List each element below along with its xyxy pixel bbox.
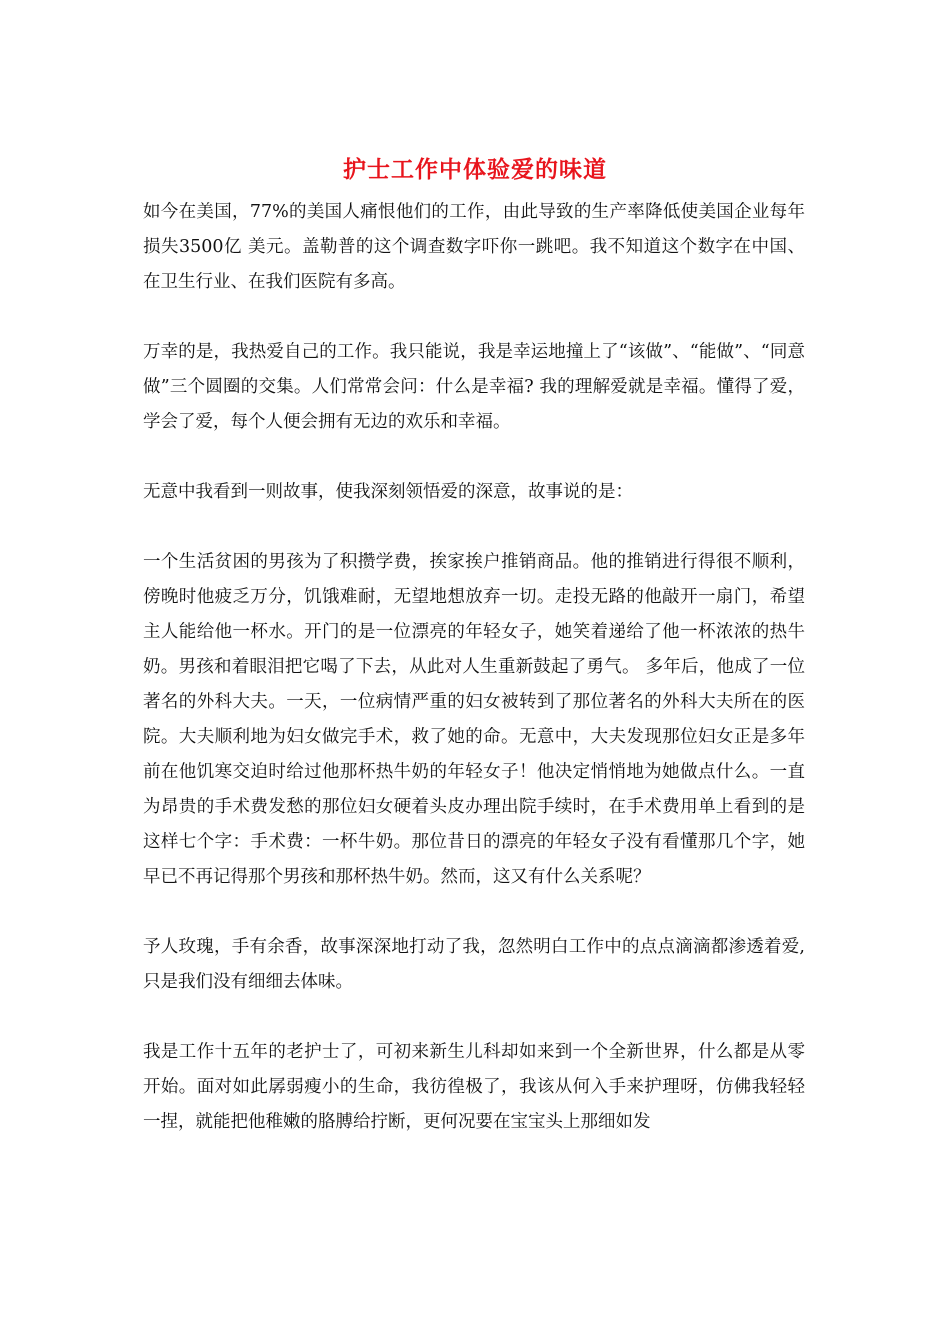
paragraph: 万幸的是，我热爱自己的工作。我只能说，我是幸运地撞上了“该做”、“能做”、“同意做”三个圆圈的交集。人们常常会问：什么是幸福? 我的理解爱就是幸福。懂得了爱，学会了爱，每个人便会拥有无边的欢乐和幸福。 — [143, 342, 805, 432]
paragraph: 我是工作十五年的老护士了，可初来新生儿科却如来到一个全新世界，什么都是从零开始。面对如此孱弱瘦小的生命，我彷徨极了，我该从何入手来护理呀，仿佛我轻轻一捏，就能把他稚嫩的胳膊给拧断，更何况要在宝宝头上那细如发 — [143, 1042, 805, 1132]
paragraph: 予人玫瑰，手有余香，故事深深地打动了我，忽然明白工作中的点点滴滴都渗透着爱,只是我们没有细细去体味。 — [143, 937, 805, 992]
paragraph: 如今在美国，77%的美国人痛恨他们的工作，由此导致的生产率降低使美国企业每年损失3500亿 美元。盖勒普的这个调查数字吓你一跳吧。我不知道这个数字在中国、在卫生行业、在我们医院有多高。 — [143, 202, 805, 292]
document-body — [143, 195, 805, 1175]
paragraph: 无意中我看到一则故事，使我深刻领悟爱的深意，故事说的是： — [143, 482, 633, 502]
paragraph: 一个生活贫困的男孩为了积攒学费，挨家挨户推销商品。他的推销进行得很不顺利，傍晚时他疲乏万分，饥饿难耐，无望地想放弃一切。走投无路的他敲开一扇门，希望主人能给他一杯水。开门的是一位漂亮的年轻女子，她笑着递给了他一杯浓浓的热牛奶。男孩和着眼泪把它喝了下去，从此对人生重新鼓起了勇气。 多年后，他成了一位著名的外科大夫。一天，一位病情严重的妇女被转到了那位著名的外科大夫所在的医院。大夫顺利地为妇女做完手术，救了她的命。无意中，大夫发现那位妇女正是多年前在他饥寒交迫时给过他那杯热牛奶的年轻女子！他决定悄悄地为她做点什么。一直为昂贵的手术费发愁的那位妇女硬着头皮办理出院手续时，在手术费用单上看到的是这样七个字：手术费：一杯牛奶。那位昔日的漂亮的年轻女子没有看懂那几个字，她早已不再记得那个男孩和那杯热牛奶。然而，这又有什么关系呢？ — [143, 552, 805, 887]
document-title: 护士工作中体验爱的味道 — [343, 157, 607, 183]
